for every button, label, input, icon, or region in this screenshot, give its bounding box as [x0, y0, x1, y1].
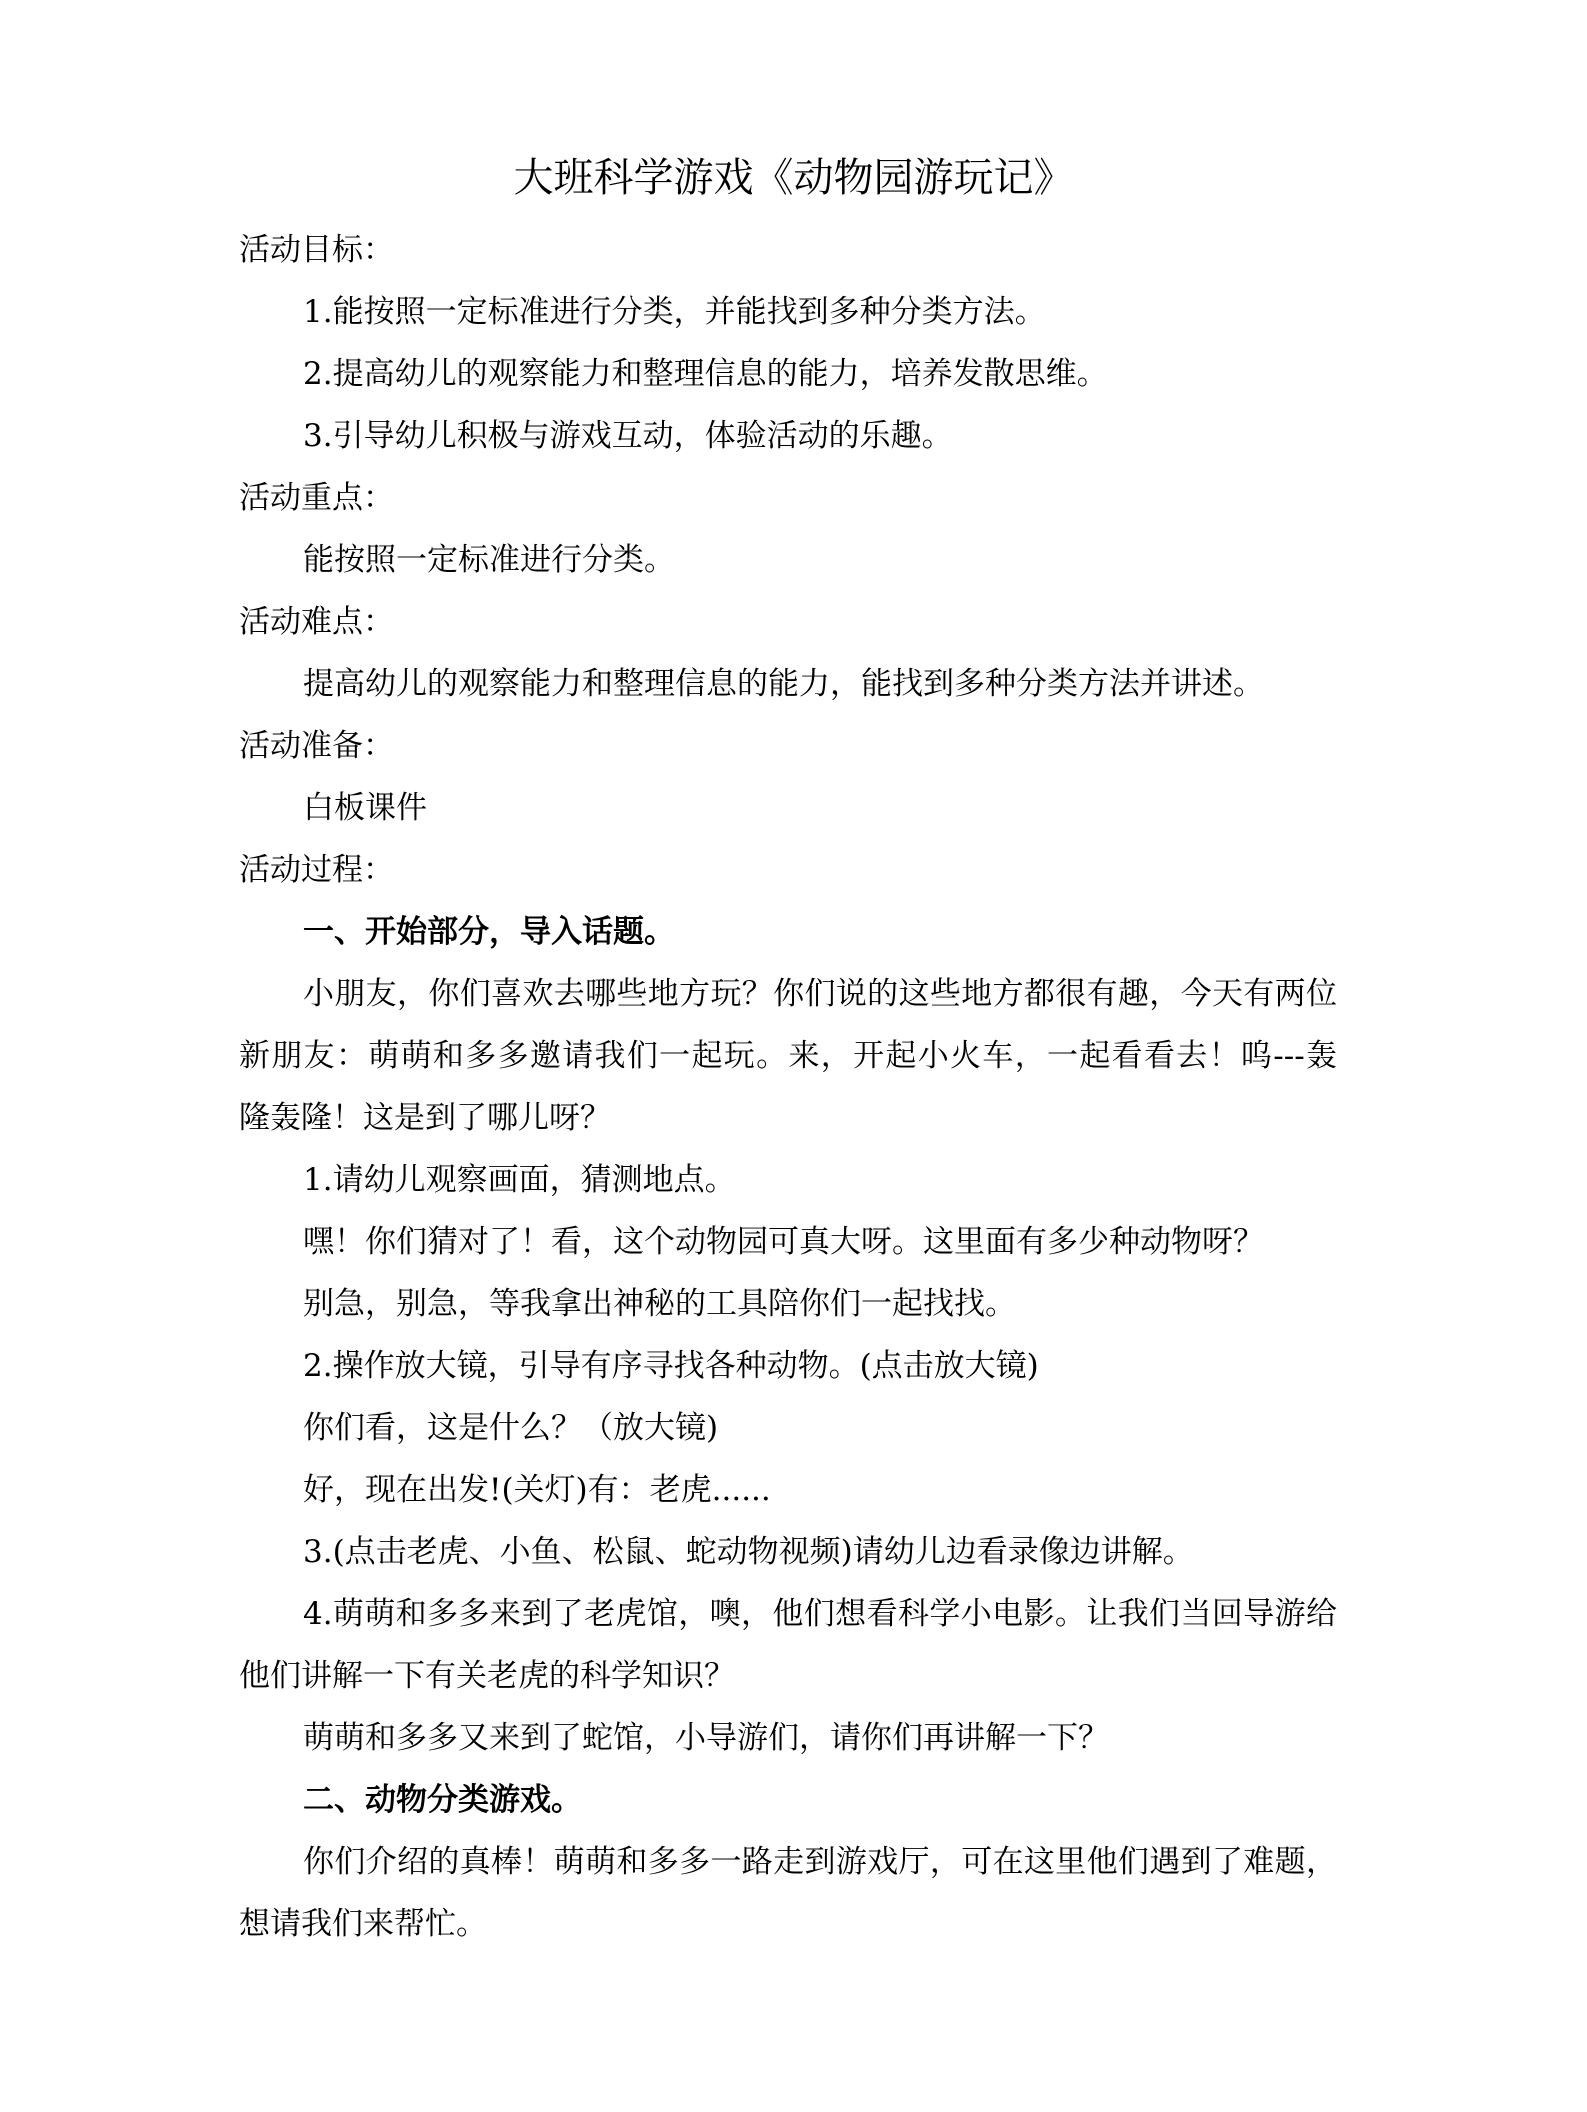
text-line: 萌萌和多多又来到了蛇馆，小导游们，请你们再讲解一下？ — [303, 1720, 1109, 1756]
text-line: 别急，别急，等我拿出神秘的工具陪你们一起找找。 — [303, 1286, 1016, 1322]
text-line: 小朋友，你们喜欢去哪些地方玩？你们说的这些地方都很有趣，今天有两位 — [303, 976, 1337, 1012]
section-heading: 二、动物分类游戏。 — [303, 1782, 582, 1818]
text-line: 你们介绍的真棒！萌萌和多多一路走到游戏厅，可在这里他们遇到了难题， — [303, 1844, 1337, 1880]
document-body — [239, 219, 1337, 1955]
text-line: 想请我们来帮忙。 — [239, 1906, 487, 1942]
text-line: 隆轰隆！这是到了哪儿呀？ — [239, 1100, 611, 1136]
text-line: 活动目标： — [239, 232, 394, 268]
text-line: 1.请幼儿观察画面，猜测地点。 — [303, 1162, 736, 1198]
text-line: 1.能按照一定标准进行分类，并能找到多种分类方法。 — [303, 294, 1046, 330]
text-line: 2.提高幼儿的观察能力和整理信息的能力，培养发散思维。 — [303, 356, 1108, 392]
document-title: 大班科学游戏《动物园游玩记》 — [513, 155, 1074, 201]
section-heading: 一、开始部分，导入话题。 — [303, 914, 675, 950]
text-line: 3.(点击老虎、小鱼、松鼠、蛇动物视频)请幼儿边看录像边讲解。 — [303, 1534, 1194, 1570]
text-line: 活动过程： — [239, 852, 394, 888]
text-line: 他们讲解一下有关老虎的科学知识？ — [239, 1658, 735, 1694]
text-line: 活动重点： — [239, 480, 394, 516]
text-line: 3.引导幼儿积极与游戏互动，体验活动的乐趣。 — [303, 418, 953, 454]
text-line: 能按照一定标准进行分类。 — [303, 542, 675, 578]
text-line: 白板课件 — [303, 790, 427, 826]
text-line: 活动准备： — [239, 728, 394, 764]
text-line: 4.萌萌和多多来到了老虎馆，噢，他们想看科学小电影。让我们当回导游给 — [303, 1596, 1337, 1632]
text-line: 活动难点： — [239, 604, 394, 640]
text-line: 嘿！你们猜对了！看，这个动物园可真大呀。这里面有多少种动物呀？ — [303, 1224, 1264, 1260]
text-line: 新朋友：萌萌和多多邀请我们一起玩。来，开起小火车，一起看看去！呜---轰 — [239, 1038, 1337, 1074]
text-line: 2.操作放大镜，引导有序寻找各种动物。(点击放大镜) — [303, 1348, 1039, 1384]
text-line: 提高幼儿的观察能力和整理信息的能力，能找到多种分类方法并讲述。 — [303, 666, 1264, 702]
text-line: 好，现在出发!(关灯)有：老虎...... — [303, 1472, 771, 1508]
text-line: 你们看，这是什么？（放大镜) — [303, 1410, 719, 1446]
